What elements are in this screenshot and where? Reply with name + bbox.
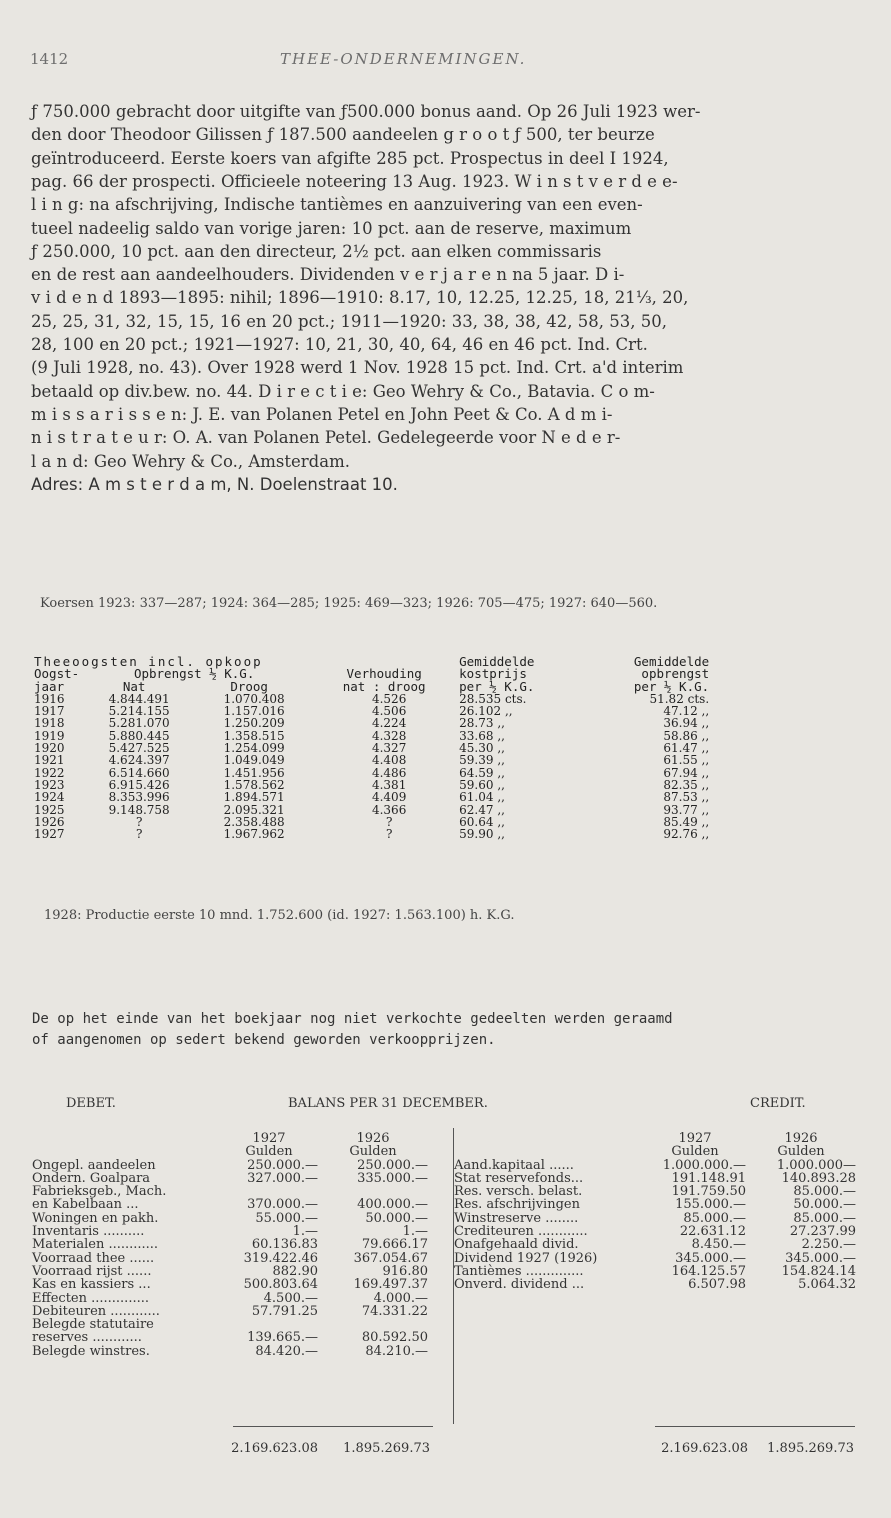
table-row [34,717,709,729]
balance-value [318,1318,428,1331]
table-cell: 1925 [34,802,65,817]
balance-value [220,1318,318,1331]
table-cell: 67.94 ,, [663,765,710,780]
table-cell: 61.55 ,, [663,753,710,768]
paragraph-line: tueel nadeelig saldo van vorige jaren: 10 pct. aan de reserve, maximum [31,218,632,238]
balance-value: 85.000.— [683,1210,746,1226]
credit-total-1927: 2.169.623.08 [661,1441,748,1456]
balance-value: 84.210.— [365,1343,428,1359]
balance-value: 2.250.— [801,1237,856,1253]
table-cell: 4.844.491 [108,691,170,706]
paragraph-line: en de rest aan aandeelhouders. Dividenden v e r j a r e n na 5 jaar. D i- [31,265,625,285]
balance-value: 169.497.37 [353,1277,428,1293]
table-cell: 1.967.962 [223,827,285,842]
table-header: Droog [230,678,268,694]
balance-value: 155.000.— [675,1197,746,1213]
balance-row [32,1265,428,1278]
balance-value: 8.450.— [691,1237,746,1253]
balance-value [318,1185,428,1198]
balance-value: 319.422.46 [243,1250,318,1266]
balance-label: en Kabelbaan ... [32,1197,139,1213]
table-header: jaar [34,678,65,694]
balance-value: 74.331.22 [361,1303,428,1319]
table-cell: 58.86 ,, [663,728,710,743]
table-header: 1926 [356,1131,390,1146]
balance-value [220,1185,318,1198]
table-cell: 1920 [34,741,65,756]
table-header: 1927 [678,1131,712,1146]
balance-value: 500.803.64 [243,1277,318,1293]
balance-value: 164.125.57 [671,1263,746,1279]
balance-value: 250.000.— [247,1157,318,1173]
table-cell: 1.578.562 [223,777,285,792]
table-cell: 1918 [34,716,65,731]
balance-row [32,1331,428,1344]
table-header: Theeoogsten incl. opkoop [34,654,263,669]
balance-label: Winstreserve ........ [454,1210,579,1226]
balance-label: Onafgehaald divid. [454,1237,579,1253]
balance-row [32,1318,428,1331]
paragraph-line: 25, 25, 31, 32, 15, 15, 16 en 20 pct.; 1911—1920: 33, 38, 38, 42, 58, 53, 50, [31,311,667,331]
credit-label: CREDIT. [750,1096,806,1111]
table-cell: ? [385,827,393,842]
table-cell: 9.148.758 [108,802,170,817]
table-row [34,804,709,816]
balance-row [32,1172,428,1185]
table-cell: 1.070.408 [223,691,285,706]
debet-label: DEBET. [66,1096,116,1111]
balance-label: Aand.kapitaal ...... [454,1157,574,1173]
balance-label: reserves ............ [32,1330,142,1346]
table-cell: 1919 [34,728,65,743]
balance-row [454,1265,856,1278]
table-cell: 1923 [34,777,65,792]
debet-total-rule [233,1426,433,1427]
balance-row [454,1172,856,1185]
balance-value: 154.824.14 [781,1263,856,1279]
balance-row [454,1278,856,1291]
table-cell: 6.915.426 [108,777,170,792]
balance-row [32,1238,428,1251]
table-cell: 2.095.321 [223,802,285,817]
balance-label: Crediteuren ............ [454,1224,588,1240]
balance-value: 139.665.— [247,1330,318,1346]
balance-value: 84.420.— [255,1343,318,1359]
valuation-note-line-1: De op het einde van het boekjaar nog niet verkochte gedeelten werden geraamd [32,1011,673,1027]
table-cell: 5.880.445 [108,728,170,743]
table-cell: 1916 [34,691,65,706]
valuation-note-line-2: of aangenomen op sedert bekend geworden verkoopprijzen. [32,1032,496,1048]
balance-label: Ondern. Goalpara [32,1170,151,1186]
table-cell: 61.04 ,, [459,790,505,805]
table-cell: 87.53 ,, [663,790,710,805]
balance-value: 27.237.99 [789,1224,856,1240]
table-cell: 62.47 ,, [459,802,505,817]
table-cell: 60.64 ,, [459,814,505,829]
balance-value: 345.000.— [675,1250,746,1266]
table-row [34,754,709,766]
table-cell: 4.408 [371,753,407,768]
paragraph-line: m i s s a r i s s e n: J. E. van Polanen Petel en John Peet & Co. A d m i- [31,404,613,424]
paragraph-line: geïntroduceerd. Eerste koers van afgifte 285 pct. Prospectus in deel I 1924, [31,148,669,168]
page-number: 1412 [30,50,69,68]
table-header: Nat [122,678,146,694]
debet-total-1927: 2.169.623.08 [231,1441,318,1456]
balance-row [454,1238,856,1251]
balance-row [32,1159,428,1172]
koersen-line: Koersen 1923: 337—287; 1924: 364—285; 1925: 469—323; 1926: 705—475; 1927: 640—560. [40,596,658,611]
paragraph-line: (9 Juli 1928, no. 43). Over 1928 werd 1 Nov. 1928 15 pct. Ind. Crt. a'd interim [31,358,684,378]
table-cell: 85.49 ,, [663,814,710,829]
table-cell: 51.82 cts. [649,691,710,706]
page-header-title: THEE-ONDERNEMINGEN. [280,50,527,68]
table-cell: 1.250.209 [223,716,285,731]
table-header: Gemiddelde [459,654,535,669]
table-cell: 61.47 ,, [663,741,710,756]
balance-row [454,1185,856,1198]
balance-value: 4.000.— [373,1290,428,1306]
table-cell: 93.77 ,, [663,802,710,817]
balance-value: 1.000.000.— [662,1157,746,1173]
balance-label: Res. afschrijvingen [454,1197,580,1213]
table-cell: 82.35 ,, [663,777,710,792]
table-cell: 28.73 ,, [459,716,505,731]
debet-total-1926: 1.895.269.73 [343,1441,430,1456]
table-cell: 5.427.525 [108,741,170,756]
balance-label: Debiteuren ............ [32,1303,160,1319]
balance-value: 5.064.32 [798,1277,856,1293]
table-cell: 1.894.571 [223,790,285,805]
table-cell: 1.049.049 [223,753,285,768]
balance-value: 1.— [402,1224,428,1240]
credit-table [454,1132,856,1292]
balance-value: 55.000.— [255,1210,318,1226]
balance-value: 80.592.50 [361,1330,428,1346]
table-cell: 1.451.956 [223,765,285,780]
balance-value: 345.000.— [785,1250,856,1266]
balance-row [454,1225,856,1238]
balance-row [454,1252,856,1265]
balance-value: 916.80 [382,1263,428,1279]
table-row [34,828,709,840]
balance-row [454,1198,856,1211]
balance-row [32,1292,428,1305]
table-cell: 59.60 ,, [459,777,505,792]
paragraph-line: ƒ 750.000 gebracht door uitgifte van ƒ500.000 bonus aand. Op 26 Juli 1923 wer- [31,102,701,121]
table-header: Opbrengst ½ K.G. [133,666,255,682]
balance-row [32,1212,428,1225]
table-cell: 59.39 ,, [459,753,505,768]
balance-value: 191.759.50 [671,1184,746,1200]
table-cell: 28.535 cts. [459,691,527,706]
table-cell: 1924 [34,790,65,805]
balance-value: 85.000.— [793,1184,856,1200]
table-cell: 1917 [34,704,65,719]
balance-label: Belegde statutaire [32,1317,154,1333]
table-cell: 1926 [34,814,65,829]
paragraph-line: ƒ 250.000, 10 pct. aan den directeur, 2½ pct. aan elken commissaris [31,241,602,261]
table-cell: 4.327 [371,741,407,756]
paragraph-line: l a n d: Geo Wehry & Co., Amsterdam. [31,451,350,471]
balance-row [32,1185,428,1198]
table-header: Gulden [671,1144,719,1160]
table-cell: 5.214.155 [108,704,170,719]
balance-value: 367.054.67 [353,1250,428,1266]
credit-total-rule [655,1426,855,1427]
paragraph-line: betaald op div.bew. no. 44. D i r e c t i e: Geo Wehry & Co., Batavia. C o m- [31,381,655,401]
balance-title: BALANS PER 31 DECEMBER. [288,1096,488,1111]
balance-label: Belegde winstres. [32,1343,150,1359]
balance-label: Kas en kassiers ... [32,1277,151,1293]
table-cell: 59.90 ,, [459,827,505,842]
balance-label: Res. versch. belast. [454,1184,583,1200]
table-header: Gulden [349,1144,397,1160]
table-cell: 92.76 ,, [663,827,710,842]
balance-row [32,1198,428,1211]
table-cell: 5.281.070 [108,716,170,731]
table-header: Verhouding [346,666,422,682]
balance-divider [453,1128,454,1424]
table-row [34,791,709,803]
balance-value: 191.148.91 [671,1170,746,1186]
balance-value: 57.791.25 [251,1303,318,1319]
table-cell: 4.506 [371,704,407,719]
table-header [32,1145,220,1158]
balance-label: Dividend 1927 (1926) [454,1250,598,1266]
table-header: 1926 [784,1131,818,1146]
balance-label: Tantièmes .............. [454,1263,584,1279]
paragraph-line: v i d e n d 1893—1895: nihil; 1896—1910: 8.17, 10, 12.25, 12.25, 18, 21⅓, 20, [31,288,689,308]
table-cell: 1921 [34,753,65,768]
table-cell: 4.409 [371,790,407,805]
table-cell: 33.68 ,, [459,728,505,743]
balance-label: Effecten .............. [32,1290,149,1306]
table-cell: 4.381 [371,777,407,792]
table-cell: 8.353.996 [108,790,170,805]
table-cell: 45.30 ,, [459,741,505,756]
balance-row [32,1252,428,1265]
production-note: 1928: Productie eerste 10 mnd. 1.752.600 (id. 1927: 1.563.100) h. K.G. [44,908,515,923]
balance-row [454,1159,856,1172]
table-header: 1927 [252,1131,286,1146]
table-cell: 2.358.488 [223,814,285,829]
paragraph-line: den door Theodoor Gilissen ƒ 187.500 aandeelen g r o o t ƒ 500, ter beurze [31,125,655,145]
balance-value: 50.000.— [365,1210,428,1226]
paragraph-line: pag. 66 der prospecti. Officieele noteering 13 Aug. 1923. W i n s t v e r d e e- [31,171,678,191]
table-cell: 36.94 ,, [663,716,710,731]
table-header: Gemiddelde [633,654,710,669]
paragraph-line: 28, 100 en 20 pct.; 1921—1927: 10, 21, 30, 40, 64, 46 en 46 pct. Ind. Crt. [31,335,648,354]
table-header: kostprijs [459,666,527,682]
table-header: nat : droog [342,678,426,694]
table-cell: 4.328 [371,728,407,743]
paragraph-line: Adres: A m s t e r d a m, N. Doelenstraat 10. [31,474,398,494]
paragraph-line: n i s t r a t e u r: O. A. van Polanen Petel. Gedelegeerde voor N e d e r- [31,428,621,448]
balance-value: 6.507.98 [688,1277,746,1293]
table-header [454,1132,644,1145]
balance-label: Inventaris .......... [32,1224,145,1240]
balance-value: 85.000.— [793,1210,856,1226]
table-cell: 4.624.397 [108,753,170,768]
table-header: per ½ K.G. [633,678,710,694]
balance-value: 370.000.— [247,1197,318,1213]
table-cell: 26.102 ,, [459,704,513,719]
balance-value: 400.000.— [357,1197,428,1213]
balance-value: 60.136.83 [251,1237,318,1253]
balance-row [32,1278,428,1291]
balance-row [32,1225,428,1238]
balance-value: 4.500.— [263,1290,318,1306]
table-cell: 1922 [34,765,65,780]
table-cell: ? [135,814,143,829]
balance-row [32,1345,428,1358]
credit-total-1926: 1.895.269.73 [767,1441,854,1456]
table-cell: 64.59 ,, [459,765,505,780]
table-cell: 47.12 ,, [663,704,710,719]
table-cell: 1.358.515 [223,728,285,743]
balance-value: 882.90 [272,1263,318,1279]
table-cell: 6.514.660 [108,765,170,780]
debet-table [32,1132,428,1358]
paragraph-line: l i n g: na afschrijving, Indische tantièmes en aanzuivering van een even- [31,195,643,215]
table-cell: 4.526 [371,691,407,706]
table-cell: ? [385,814,393,829]
production-table [34,656,709,840]
balance-value: 250.000.— [357,1157,428,1173]
table-cell: 1.157.016 [223,704,285,719]
balance-row [32,1305,428,1318]
balance-value: 79.666.17 [361,1237,428,1253]
balance-value: 1.000.000— [776,1157,856,1173]
balance-label: Fabrieksgeb., Mach. [32,1184,167,1200]
table-cell: 4.366 [371,802,407,817]
balance-value: 50.000.— [793,1197,856,1213]
balance-value: 1.— [292,1224,318,1240]
balance-value: 140.893.28 [781,1170,856,1186]
table-cell: ? [135,827,143,842]
balance-label: Woningen en pakh. [32,1210,159,1226]
balance-label: Onverd. dividend ... [454,1277,585,1293]
balance-label: Voorraad rijst ...... [32,1263,152,1279]
table-header [454,1145,644,1158]
balance-label: Stat reservefonds... [454,1170,584,1186]
balance-value: 335.000.— [357,1170,428,1186]
table-cell: 4.486 [371,765,407,780]
table-header: opbrengst [641,666,710,682]
balance-value: 22.631.12 [679,1224,746,1240]
table-header: per ½ K.G. [459,678,535,694]
table-header [32,1132,220,1145]
table-cell: 1.254.099 [223,741,285,756]
table-cell: 4.224 [371,716,407,731]
balance-label: Voorraad thee ...... [32,1250,155,1266]
table-header: Oogst- [34,666,80,682]
balance-label: Materialen ............ [32,1237,159,1253]
table-cell: 1927 [34,827,65,842]
table-header: Gulden [777,1144,825,1160]
balance-label: Ongepl. aandeelen [32,1157,156,1173]
table-header: Gulden [245,1144,293,1160]
balance-value: 327.000.— [247,1170,318,1186]
balance-row [454,1212,856,1225]
